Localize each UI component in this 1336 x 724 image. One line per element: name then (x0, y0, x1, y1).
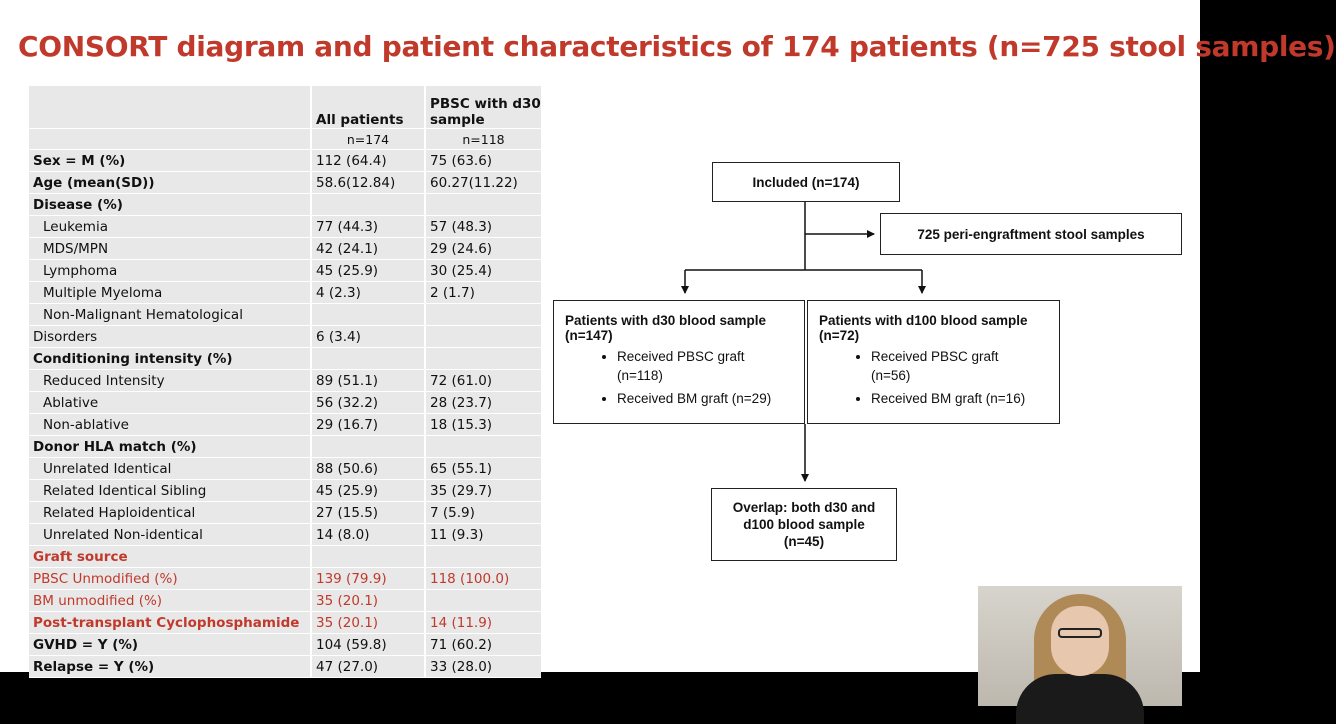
table-row: Unrelated Non-identical 14 (8.0) 11 (9.3) (29, 524, 541, 546)
table-row: Ablative 56 (32.2) 28 (23.7) (29, 392, 541, 414)
table-row: Multiple Myeloma 4 (2.3) 2 (1.7) (29, 282, 541, 304)
d100-list (819, 347, 1049, 408)
header-pbsc-d30: PBSC with d30 sample (425, 86, 541, 129)
table-row: PBSC Unmodified (%) 139 (79.9) 118 (100.0) (29, 568, 541, 590)
list-item: • Received BM graft (n=16) (871, 389, 1049, 408)
glasses-icon (1058, 628, 1102, 638)
table-row: Relapse = Y (%) 47 (27.0) 33 (28.0) (29, 656, 541, 678)
table-row: Sex = M (%) 112 (64.4) 75 (63.6) (29, 150, 541, 172)
presenter-face (1051, 606, 1109, 676)
presenter-video (978, 586, 1182, 706)
list-item: • Received PBSC graft (n=118) (617, 347, 794, 385)
table-row: Related Haploidentical 27 (15.5) 7 (5.9) (29, 502, 541, 524)
table-row: Post-transplant Cyclophosphamide 35 (20.1) 14 (11.9) (29, 612, 541, 634)
presenter-torso (1016, 674, 1144, 724)
table-row: Reduced Intensity 89 (51.1) 72 (61.0) (29, 370, 541, 392)
stool-samples-box: 725 peri-engraftment stool samples (880, 213, 1182, 255)
table-row: Non-ablative 29 (16.7) 18 (15.3) (29, 414, 541, 436)
d30-box (553, 300, 805, 424)
table-row: Lymphoma 45 (25.9) 30 (25.4) (29, 260, 541, 282)
table-row: Conditioning intensity (%) (29, 348, 541, 370)
d100-heading: Patients with d100 blood sample (n=72) (819, 313, 1028, 343)
header-all-patients: All patients (311, 86, 425, 129)
table-row: Donor HLA match (%) (29, 436, 541, 458)
n-pbsc: n=118 (425, 129, 541, 150)
table-row: Age (mean(SD)) 58.6(12.84) 60.27(11.22) (29, 172, 541, 194)
table-row: GVHD = Y (%) 104 (59.8) 71 (60.2) (29, 634, 541, 656)
table-row: Graft source (29, 546, 541, 568)
list-item: • Received PBSC graft (n=56) (871, 347, 1049, 385)
d30-list (565, 347, 794, 408)
d100-box (807, 300, 1060, 424)
slide-title: CONSORT diagram and patient characteristics of 174 patients (n=725 stool samples) (18, 30, 1336, 63)
table-row: Disorders 6 (3.4) (29, 326, 541, 348)
included-box: Included (n=174) (712, 162, 900, 202)
table-row: Disease (%) (29, 194, 541, 216)
n-all: n=174 (311, 129, 425, 150)
table-row: Related Identical Sibling 45 (25.9) 35 (29.7) (29, 480, 541, 502)
table-row: Non-Malignant Hematological (29, 304, 541, 326)
d30-heading: Patients with d30 blood sample (n=147) (565, 313, 767, 343)
table-row: BM unmodified (%) 35 (20.1) (29, 590, 541, 612)
list-item: • Received BM graft (n=29) (617, 389, 794, 408)
table-row: MDS/MPN 42 (24.1) 29 (24.6) (29, 238, 541, 260)
table-row: Unrelated Identical 88 (50.6) 65 (55.1) (29, 458, 541, 480)
table-row: Leukemia 77 (44.3) 57 (48.3) (29, 216, 541, 238)
overlap-box: Overlap: both d30 and d100 blood sample (n=45) (711, 488, 897, 561)
